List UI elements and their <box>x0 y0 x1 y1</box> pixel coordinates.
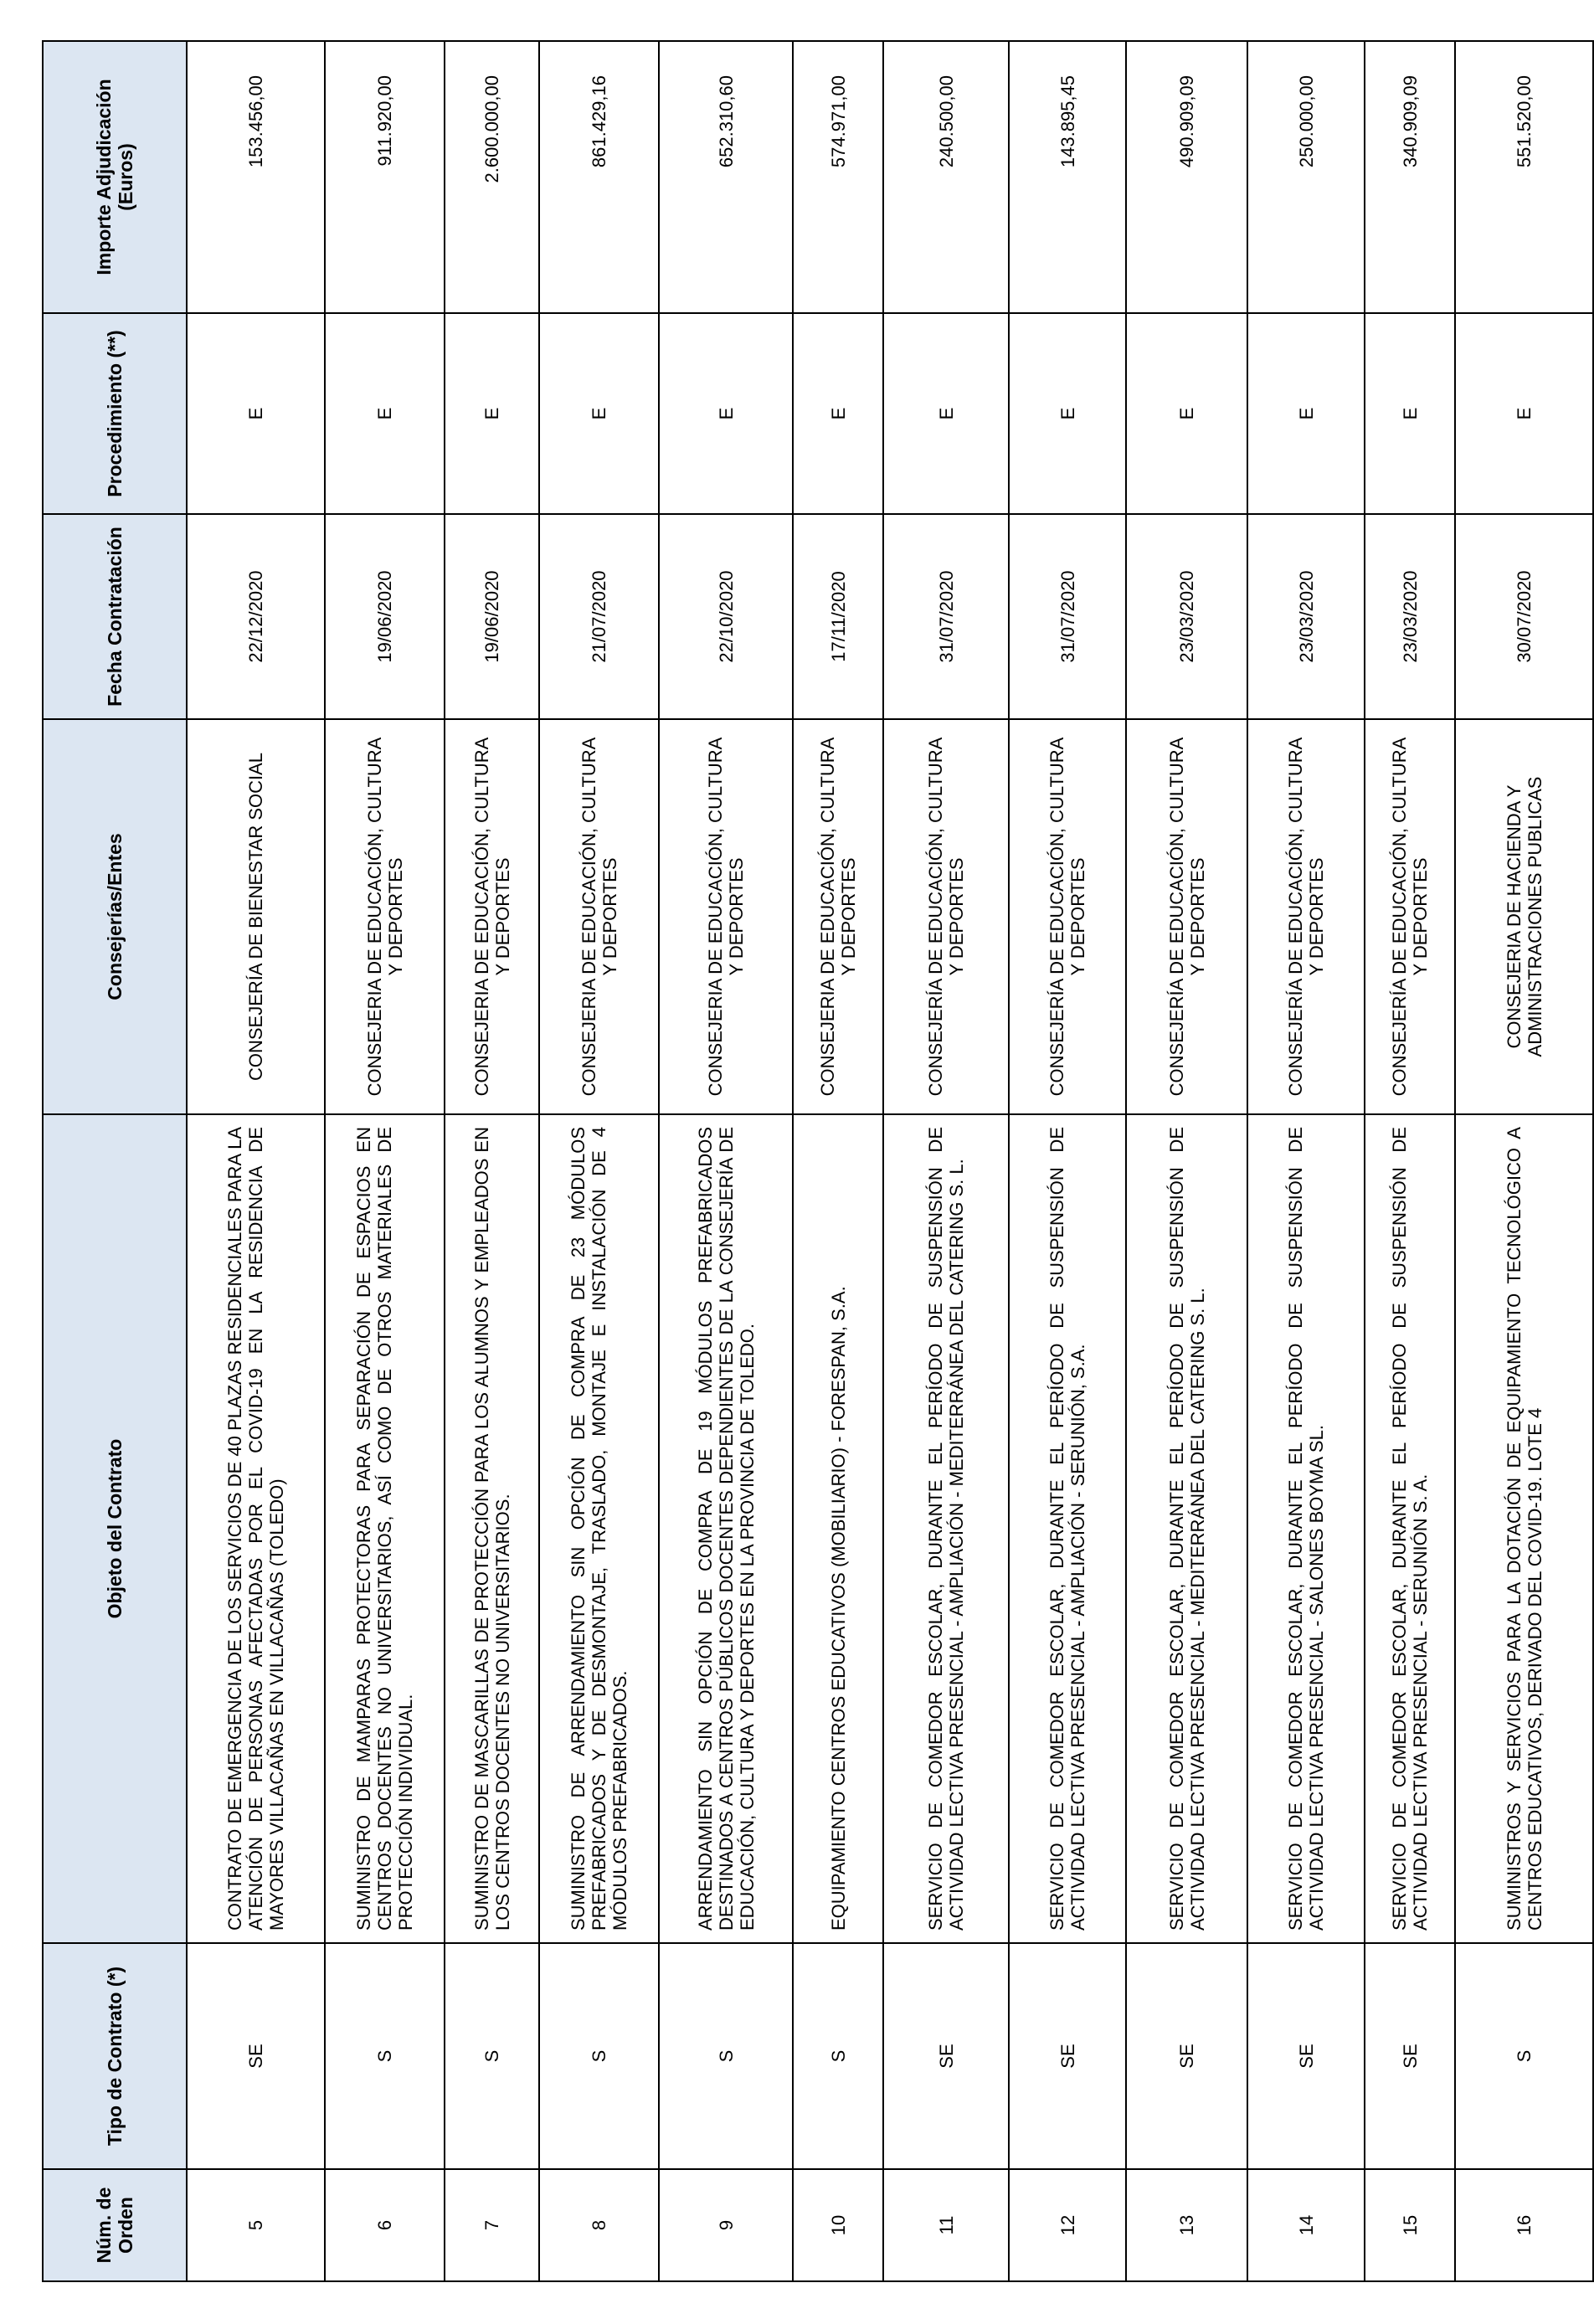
cell-consejeria: CONSEJERIA DE EDUCACIÓN, CULTURA Y DEPORTES <box>325 719 445 1114</box>
cell-tipo: S <box>1455 1943 1593 2169</box>
header-objeto: Objeto del Contrato <box>43 1114 187 1943</box>
cell-fecha: 17/11/2020 <box>793 514 883 719</box>
cell-objeto: SERVICIO DE COMEDOR ESCOLAR, DURANTE EL PERÍODO DE SUSPENSIÓN DE ACTIVIDAD LECTIVA PRESENCIAL - AMPLIACIÓN - MEDITERRÁNEA DEL CATERING S. L. <box>883 1114 1009 1943</box>
cell-tipo: SE <box>1247 1943 1365 2169</box>
cell-objeto: EQUIPAMIENTO CENTROS EDUCATIVOS (MOBILIARIO) - FORESPAN, S.A. <box>793 1114 883 1943</box>
cell-tipo: SE <box>883 1943 1009 2169</box>
table-row <box>1009 41 1126 2281</box>
header-consejeria: Consejerías/Entes <box>43 719 187 1114</box>
cell-consejeria: CONSEJERÍA DE EDUCACIÓN, CULTURA Y DEPORTES <box>1247 719 1365 1114</box>
cell-fecha: 21/07/2020 <box>539 514 659 719</box>
cell-orden: 7 <box>445 2169 539 2281</box>
cell-objeto: ARRENDAMIENTO SIN OPCIÓN DE COMPRA DE 19 MÓDULOS PREFABRICADOS DESTINADOS A CENTROS PÚBLICOS DOCENTES DEPENDIENTES DE LA CONSEJERÍA DE EDUCACIÓN, CULTURA Y DEPORTES EN LA PROVINCIA DE TOLEDO. <box>659 1114 793 1943</box>
cell-importe: 143.895,45 <box>1009 41 1126 313</box>
cell-orden: 8 <box>539 2169 659 2281</box>
table-row <box>883 41 1009 2281</box>
cell-objeto: SERVICIO DE COMEDOR ESCOLAR, DURANTE EL PERÍODO DE SUSPENSIÓN DE ACTIVIDAD LECTIVA PRESENCIAL - MEDITERRÁNEA DEL CATERING S. L. <box>1126 1114 1247 1943</box>
cell-procedimiento: E <box>659 313 793 514</box>
table-body <box>187 41 1593 2281</box>
cell-importe: 861.429,16 <box>539 41 659 313</box>
cell-objeto: SERVICIO DE COMEDOR ESCOLAR, DURANTE EL PERÍODO DE SUSPENSIÓN DE ACTIVIDAD LECTIVA PRESENCIAL - AMPLIACIÓN - SERUNIÓN, S.A. <box>1009 1114 1126 1943</box>
table-row <box>445 41 539 2281</box>
cell-procedimiento: E <box>1365 313 1455 514</box>
cell-importe: 652.310,60 <box>659 41 793 313</box>
header-orden: Núm. de Orden <box>43 2169 187 2281</box>
cell-consejeria: CONSEJERÍA DE EDUCACIÓN, CULTURA Y DEPORTES <box>1126 719 1247 1114</box>
cell-fecha: 19/06/2020 <box>445 514 539 719</box>
cell-tipo: S <box>445 1943 539 2169</box>
cell-orden: 15 <box>1365 2169 1455 2281</box>
cell-procedimiento: E <box>539 313 659 514</box>
contracts-table <box>42 40 1594 2282</box>
cell-orden: 16 <box>1455 2169 1593 2281</box>
cell-orden: 13 <box>1126 2169 1247 2281</box>
cell-procedimiento: E <box>325 313 445 514</box>
cell-tipo: S <box>325 1943 445 2169</box>
table-header-row <box>43 41 187 2281</box>
header-importe: Importe Adjudicación (Euros) <box>43 41 187 313</box>
cell-orden: 10 <box>793 2169 883 2281</box>
cell-objeto: SUMINISTRO DE MAMPARAS PROTECTORAS PARA SEPARACIÓN DE ESPACIOS EN CENTROS DOCENTES NO UNIVERSITARIOS, ASÍ COMO DE OTROS MATERIALES DE PROTECCIÓN INDIVIDUAL. <box>325 1114 445 1943</box>
cell-orden: 12 <box>1009 2169 1126 2281</box>
cell-fecha: 23/03/2020 <box>1365 514 1455 719</box>
cell-fecha: 19/06/2020 <box>325 514 445 719</box>
cell-orden: 14 <box>1247 2169 1365 2281</box>
cell-importe: 2.600.000,00 <box>445 41 539 313</box>
cell-importe: 240.500,00 <box>883 41 1009 313</box>
header-procedimiento: Procedimiento (**) <box>43 313 187 514</box>
cell-consejeria: CONSEJERÍA DE EDUCACIÓN, CULTURA Y DEPORTES <box>1009 719 1126 1114</box>
cell-procedimiento: E <box>1247 313 1365 514</box>
cell-procedimiento: E <box>445 313 539 514</box>
cell-tipo: SE <box>1365 1943 1455 2169</box>
cell-importe: 490.909,09 <box>1126 41 1247 313</box>
cell-consejeria: CONSEJERIA DE HACIENDA Y ADMINISTRACIONES PUBLICAS <box>1455 719 1593 1114</box>
cell-fecha: 31/07/2020 <box>1009 514 1126 719</box>
table-row <box>539 41 659 2281</box>
cell-consejeria: CONSEJERÍA DE EDUCACIÓN, CULTURA Y DEPORTES <box>1365 719 1455 1114</box>
cell-procedimiento: E <box>793 313 883 514</box>
header-fecha: Fecha Contratación <box>43 514 187 719</box>
cell-consejeria: CONSEJERIA DE EDUCACIÓN, CULTURA Y DEPORTES <box>659 719 793 1114</box>
cell-fecha: 22/10/2020 <box>659 514 793 719</box>
cell-fecha: 23/03/2020 <box>1126 514 1247 719</box>
cell-objeto: SERVICIO DE COMEDOR ESCOLAR, DURANTE EL PERÍODO DE SUSPENSIÓN DE ACTIVIDAD LECTIVA PRESENCIAL - SALONES BOYMA SL. <box>1247 1114 1365 1943</box>
cell-procedimiento: E <box>1009 313 1126 514</box>
cell-importe: 574.971,00 <box>793 41 883 313</box>
cell-procedimiento: E <box>883 313 1009 514</box>
cell-procedimiento: E <box>1455 313 1593 514</box>
cell-importe: 340.909,09 <box>1365 41 1455 313</box>
cell-tipo: S <box>539 1943 659 2169</box>
cell-orden: 6 <box>325 2169 445 2281</box>
cell-importe: 153.456,00 <box>187 41 325 313</box>
cell-fecha: 23/03/2020 <box>1247 514 1365 719</box>
cell-objeto: CONTRATO DE EMERGENCIA DE LOS SERVICIOS DE 40 PLAZAS RESIDENCIALES PARA LA ATENCIÓN DE PERSONAS AFECTADAS POR EL COVID-19 EN LA RESIDENCIA DE MAYORES VILLACAÑAS EN VILLACAÑAS (TOLEDO) <box>187 1114 325 1943</box>
cell-consejeria: CONSEJERIA DE EDUCACIÓN, CULTURA Y DEPORTES <box>793 719 883 1114</box>
cell-consejeria: CONSEJERIA DE EDUCACIÓN, CULTURA Y DEPORTES <box>445 719 539 1114</box>
cell-orden: 9 <box>659 2169 793 2281</box>
cell-consejeria: CONSEJERÍA DE EDUCACIÓN, CULTURA Y DEPORTES <box>883 719 1009 1114</box>
header-tipo: Tipo de Contrato (*) <box>43 1943 187 2169</box>
cell-orden: 5 <box>187 2169 325 2281</box>
table-row <box>659 41 793 2281</box>
cell-tipo: S <box>793 1943 883 2169</box>
cell-fecha: 30/07/2020 <box>1455 514 1593 719</box>
cell-consejeria: CONSEJERIA DE EDUCACIÓN, CULTURA Y DEPORTES <box>539 719 659 1114</box>
cell-fecha: 31/07/2020 <box>883 514 1009 719</box>
cell-procedimiento: E <box>1126 313 1247 514</box>
cell-tipo: SE <box>187 1943 325 2169</box>
cell-objeto: SUMINISTRO DE MASCARILLAS DE PROTECCIÓN PARA LOS ALUMNOS Y EMPLEADOS EN LOS CENTROS DOCENTES NO UNIVERSITARIOS. <box>445 1114 539 1943</box>
cell-tipo: SE <box>1126 1943 1247 2169</box>
cell-orden: 11 <box>883 2169 1009 2281</box>
cell-tipo: SE <box>1009 1943 1126 2169</box>
table-row <box>1455 41 1593 2281</box>
rotated-page <box>42 42 1545 2282</box>
cell-importe: 250.000,00 <box>1247 41 1365 313</box>
cell-fecha: 22/12/2020 <box>187 514 325 719</box>
table-row <box>1247 41 1365 2281</box>
cell-objeto: SUMINISTROS Y SERVICIOS PARA LA DOTACIÓN DE EQUIPAMIENTO TECNOLÓGICO A CENTROS EDUCATIVOS, DERIVADO DEL COVID-19. LOTE 4 <box>1455 1114 1593 1943</box>
table-row <box>1365 41 1455 2281</box>
cell-importe: 551.520,00 <box>1455 41 1593 313</box>
table-row <box>325 41 445 2281</box>
table-row <box>1126 41 1247 2281</box>
table-row <box>793 41 883 2281</box>
cell-consejeria: CONSEJERÍA DE BIENESTAR SOCIAL <box>187 719 325 1114</box>
cell-tipo: S <box>659 1943 793 2169</box>
cell-procedimiento: E <box>187 313 325 514</box>
cell-objeto: SUMINISTRO DE ARRENDAMIENTO SIN OPCIÓN DE COMPRA DE 23 MÓDULOS PREFABRICADOS Y DE DESMONTAJE, TRASLADO, MONTAJE E INSTALACIÓN DE 4 MÓDULOS PREFABRICADOS. <box>539 1114 659 1943</box>
table-row <box>187 41 325 2281</box>
cell-objeto: SERVICIO DE COMEDOR ESCOLAR, DURANTE EL PERÍODO DE SUSPENSIÓN DE ACTIVIDAD LECTIVA PRESENCIAL - SERUNIÓN S. A. <box>1365 1114 1455 1943</box>
cell-importe: 911.920,00 <box>325 41 445 313</box>
